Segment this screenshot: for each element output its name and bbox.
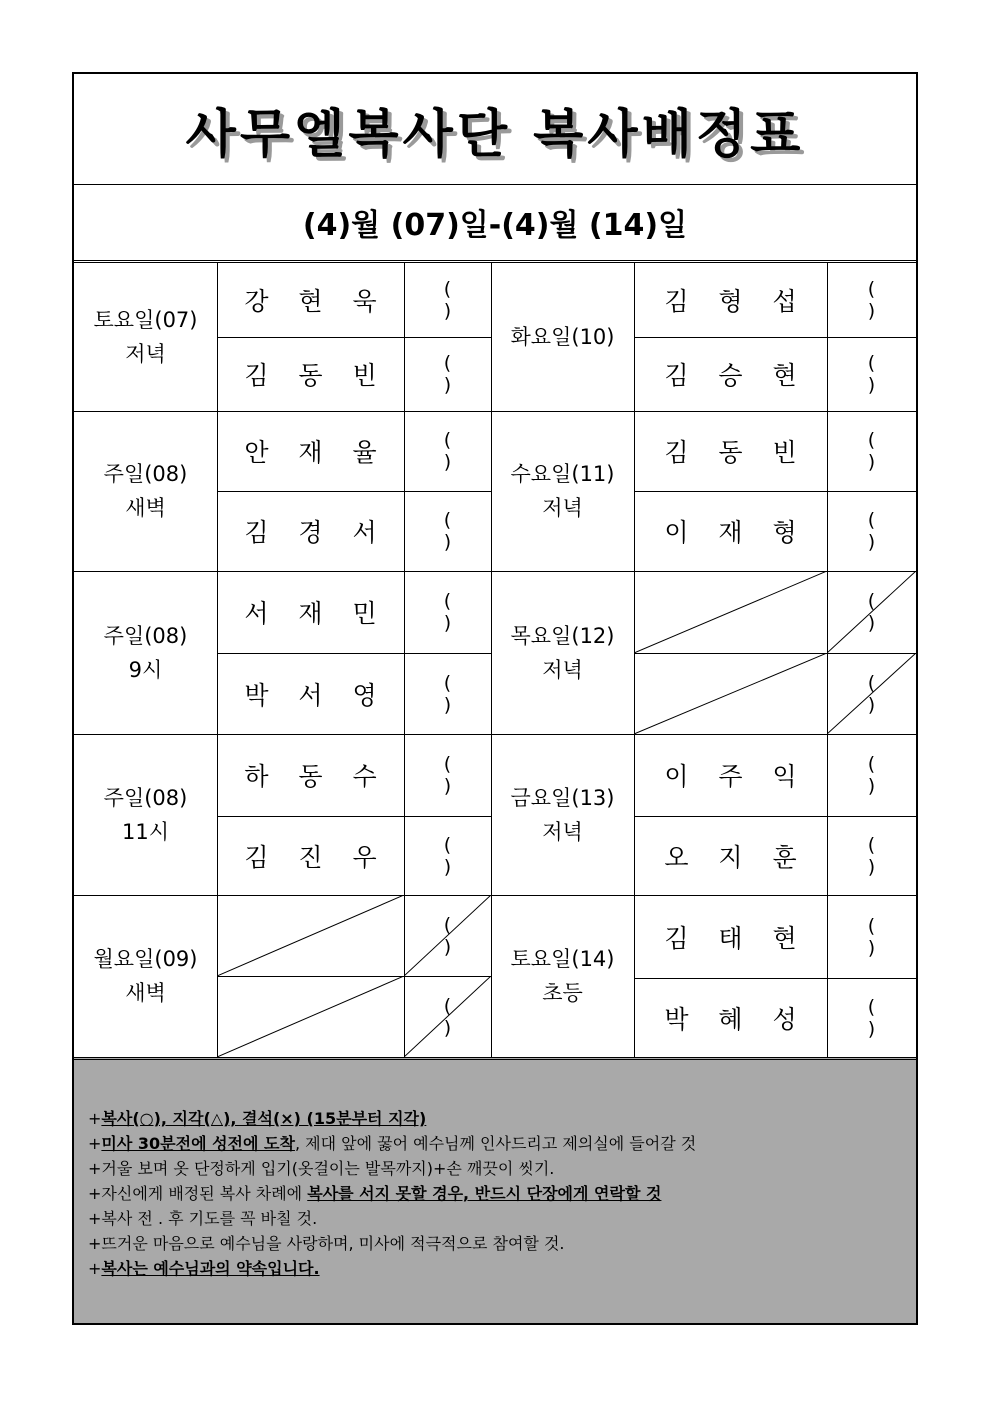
day-cell <box>491 734 634 895</box>
server-name-text: 김 동 빈 <box>244 361 388 390</box>
attendance-paren: ( ) <box>867 671 906 716</box>
server-name-text: 오 지 훈 <box>664 842 808 872</box>
attendance-paren: ( ) <box>867 833 906 878</box>
day-label: 주일(08) <box>103 623 188 648</box>
server-name <box>217 734 404 816</box>
note-text: 자신에게 배정된 복사 차례에 <box>101 1184 308 1203</box>
attendance-mark <box>827 571 916 653</box>
attendance-paren: ( ) <box>867 352 906 396</box>
note-item <box>88 1206 916 1231</box>
strike-line <box>827 571 916 653</box>
server-name <box>217 491 404 571</box>
attendance-mark <box>827 653 916 734</box>
note-text: 복사를 서지 못할 경우, 반드시 단장에게 연락할 것 <box>307 1184 662 1203</box>
strike-line <box>634 653 827 734</box>
server-name-text: 박 서 영 <box>244 680 388 710</box>
day-cell <box>74 263 217 411</box>
attendance-paren: ( ) <box>867 429 906 473</box>
server-name-text: 김 승 현 <box>664 361 808 390</box>
attendance-mark <box>404 816 491 895</box>
service-time: 저녁 <box>542 819 583 844</box>
bullet-plus: + <box>88 1184 102 1203</box>
day-cell <box>491 263 634 411</box>
service-time: 새벽 <box>125 981 166 1005</box>
bullet-plus: + <box>88 1234 102 1253</box>
server-name <box>217 411 404 491</box>
day-label: 목요일(12) <box>510 623 615 648</box>
attendance-mark <box>827 491 916 571</box>
attendance-mark <box>404 491 491 571</box>
attendance-paren: ( ) <box>443 590 482 634</box>
server-name-text: 안 재 율 <box>244 438 388 467</box>
server-name <box>217 976 404 1057</box>
bullet-plus: + <box>88 1109 102 1128</box>
attendance-paren: ( ) <box>867 914 906 959</box>
attendance-mark <box>827 734 916 816</box>
attendance-paren: ( ) <box>443 994 482 1039</box>
attendance-mark <box>827 895 916 978</box>
attendance-paren: ( ) <box>867 509 906 553</box>
column-divider <box>217 263 218 1057</box>
note-text: 미사 30분전에 성전에 도착 <box>101 1134 295 1153</box>
server-name-text: 김 경 서 <box>244 518 388 547</box>
attendance-mark <box>404 653 491 734</box>
schedule-frame <box>72 72 918 1325</box>
strike-line <box>404 895 491 976</box>
note-text: 거울 보며 옷 단정하게 입기(옷걸이는 발목까지)+손 깨끗이 씻기. <box>101 1159 555 1178</box>
attendance-paren: ( ) <box>443 352 482 396</box>
attendance-paren: ( ) <box>867 590 906 634</box>
server-name <box>634 571 827 653</box>
day-cell <box>491 895 634 1057</box>
strike-line <box>217 895 404 976</box>
server-name <box>634 263 827 337</box>
attendance-paren: ( ) <box>443 833 482 878</box>
server-name-text: 이 재 형 <box>664 518 808 547</box>
bullet-plus: + <box>88 1259 102 1278</box>
note-item <box>88 1231 916 1256</box>
note-item <box>88 1156 916 1181</box>
day-label: 금요일(13) <box>510 785 615 810</box>
page-title: 사무엘복사단 복사배정표 <box>185 104 805 165</box>
server-name <box>634 895 827 978</box>
day-label: 수요일(11) <box>510 462 615 486</box>
server-name <box>634 337 827 411</box>
bullet-plus: + <box>88 1209 102 1228</box>
date-range: (4)월 (07)일-(4)월 (14)일 <box>302 208 688 243</box>
attendance-paren: ( ) <box>443 509 482 553</box>
attendance-mark <box>827 978 916 1057</box>
note-text: 복사(○), 지각(△), 결석(×) (15분부터 지각) <box>101 1109 427 1128</box>
service-time: 9시 <box>128 657 163 682</box>
server-name <box>217 653 404 734</box>
attendance-paren: ( ) <box>443 913 482 958</box>
server-name-text: 강 현 욱 <box>244 287 388 316</box>
bullet-plus: + <box>88 1134 102 1153</box>
server-name-text: 김 진 우 <box>244 842 388 872</box>
server-name-text: 김 형 섭 <box>664 287 808 316</box>
day-label: 주일(08) <box>103 785 188 810</box>
note-item <box>88 1256 916 1281</box>
attendance-mark <box>827 411 916 491</box>
schedule-grid <box>74 263 916 1057</box>
note-text: 뜨거운 마음으로 예수님을 사랑하며, 미사에 적극적으로 참여할 것. <box>101 1234 565 1253</box>
attendance-paren: ( ) <box>867 995 906 1040</box>
attendance-mark <box>827 263 916 337</box>
server-name <box>634 653 827 734</box>
service-time: 저녁 <box>542 657 583 682</box>
attendance-mark <box>404 976 491 1057</box>
notes-list <box>74 1060 916 1281</box>
attendance-mark <box>404 734 491 816</box>
note-item <box>88 1106 916 1131</box>
service-time: 초등 <box>542 981 583 1005</box>
day-label: 토요일(07) <box>93 308 198 332</box>
note-text: 복사는 예수님과의 약속입니다. <box>101 1259 320 1278</box>
server-name <box>634 411 827 491</box>
day-cell <box>74 571 217 734</box>
note-text: , 제대 앞에 꿇어 예수님께 인사드리고 제의실에 들어갈 것 <box>294 1134 697 1153</box>
attendance-paren: ( ) <box>443 671 482 716</box>
bullet-plus: + <box>88 1159 102 1178</box>
server-name <box>634 816 827 895</box>
server-name-text: 김 태 현 <box>664 923 808 953</box>
service-time: 저녁 <box>542 496 583 520</box>
column-divider <box>404 263 405 1057</box>
attendance-paren: ( ) <box>867 278 906 322</box>
day-cell <box>74 895 217 1057</box>
server-name-text: 이 주 익 <box>664 762 808 791</box>
server-name <box>217 571 404 653</box>
day-label: 화요일(10) <box>510 325 615 349</box>
service-time: 저녁 <box>125 342 166 366</box>
attendance-mark <box>404 337 491 411</box>
server-name <box>217 263 404 337</box>
server-name <box>634 978 827 1057</box>
server-name <box>217 337 404 411</box>
server-name <box>634 491 827 571</box>
attendance-paren: ( ) <box>443 429 482 473</box>
server-name-text: 서 재 민 <box>244 599 388 628</box>
attendance-mark <box>827 816 916 895</box>
column-divider <box>634 263 635 1057</box>
strike-line <box>827 653 916 734</box>
server-name <box>217 895 404 976</box>
strike-line <box>634 571 827 653</box>
day-cell <box>74 411 217 571</box>
day-cell <box>491 571 634 734</box>
day-label: 월요일(09) <box>93 947 198 971</box>
day-cell <box>74 734 217 895</box>
note-text: 복사 전 . 후 기도를 꼭 바칠 것. <box>101 1209 318 1228</box>
note-item <box>88 1131 916 1156</box>
service-time: 11시 <box>121 819 169 844</box>
column-divider <box>491 263 492 1057</box>
strike-line <box>217 976 404 1057</box>
notes-section <box>74 1057 916 1323</box>
attendance-paren: ( ) <box>867 753 906 797</box>
attendance-mark <box>404 895 491 976</box>
attendance-mark <box>404 571 491 653</box>
title-section <box>74 74 916 185</box>
server-name-text: 박 혜 성 <box>664 1004 808 1034</box>
server-name-text: 하 동 수 <box>244 762 388 791</box>
attendance-paren: ( ) <box>443 278 482 322</box>
server-name <box>634 734 827 816</box>
server-name-text: 김 동 빈 <box>664 438 808 467</box>
server-name <box>217 816 404 895</box>
day-label: 토요일(14) <box>510 947 615 971</box>
note-item <box>88 1181 916 1206</box>
day-label: 주일(08) <box>103 462 188 486</box>
attendance-mark <box>827 337 916 411</box>
service-time: 새벽 <box>125 496 166 520</box>
strike-line <box>404 976 491 1057</box>
attendance-mark <box>404 263 491 337</box>
column-divider <box>827 263 828 1057</box>
day-cell <box>491 411 634 571</box>
attendance-paren: ( ) <box>443 753 482 797</box>
attendance-mark <box>404 411 491 491</box>
date-section <box>74 184 916 263</box>
